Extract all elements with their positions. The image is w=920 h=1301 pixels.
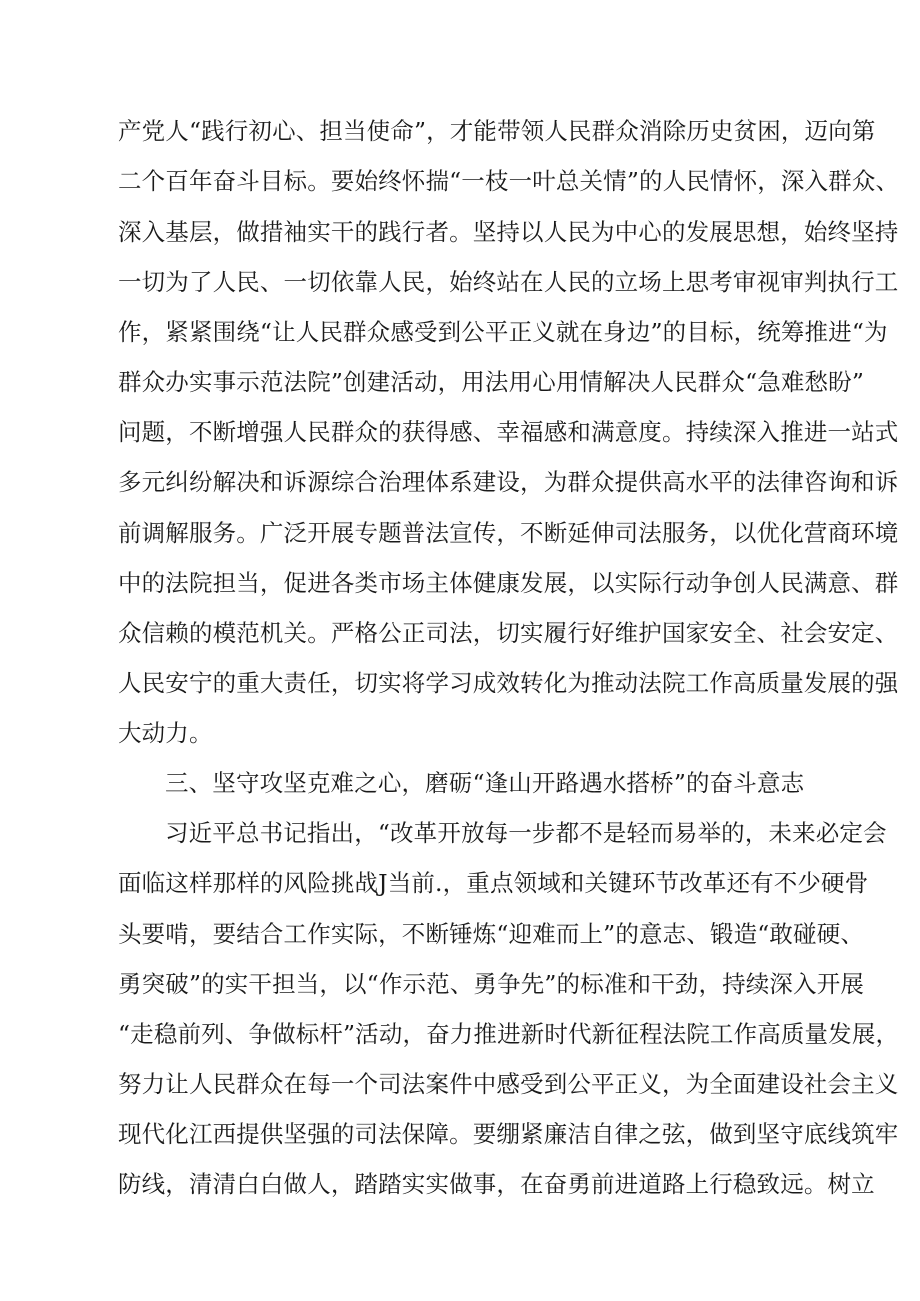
paragraph-line: 努力让人民群众在每一个司法案件中感受到公平正义，为全面建设社会主义: [118, 1070, 899, 1098]
paragraph-line: 人民安宁的重大责任，切实将学习成效转化为推动法院工作高质量发展的强: [118, 669, 899, 697]
paragraph-line: 深入基层，做措袖实干的践行者。坚持以人民为中心的发展思想，始终坚持: [118, 218, 899, 246]
paragraph-line: 多元纠纷解决和诉源综合治理体系建设，为群众提供高水平的法律咨询和诉: [118, 468, 899, 496]
paragraph-line: 习近平总书记指出，“改革开放每一步都不是轻而易举的，未来必定会: [165, 819, 887, 847]
paragraph-line: 大动力。: [118, 719, 213, 747]
paragraph-line: 中的法院担当，促进各类市场主体健康发展，以实际行动争创人民满意、群: [118, 569, 899, 597]
paragraph-line: 产党人“践行初心、担当使命”，才能带领人民群众消除历史贫困，迈向第: [118, 117, 876, 145]
paragraph-line: 头要啃，要结合工作实际，不断锤炼“迎难而上”的意志、锻造“敢碰硬、: [118, 920, 864, 948]
paragraph-line: 作，紧紧围绕“让人民群众感受到公平正义就在身边”的目标，统筹推进“为: [118, 318, 888, 346]
section-heading: 三、坚守攻坚克难之心，磨砺“逢山开路遇水搭桥”的奋斗意志: [165, 769, 805, 797]
paragraph-line: 面临这样那样的风险挑战J当前.，重点领域和关键环节改革还有不少硬骨: [118, 869, 869, 897]
paragraph-line: 防线，清清白白做人，踏踏实实做事，在奋勇前进道路上行稳致远。树立: [118, 1170, 875, 1198]
paragraph-line: 勇突破”的实干担当，以“作示范、勇争先”的标准和干劲，持续深入开展: [118, 970, 864, 998]
paragraph-line: 现代化江西提供坚强的司法保障。要绷紧廉洁自律之弦，做到坚守底线筑牢: [118, 1120, 899, 1148]
paragraph-line: 一切为了人民、一切依靠人民，始终站在人民的立场上思考审视审判执行工: [118, 268, 899, 296]
paragraph-line: 问题，不断增强人民群众的获得感、幸福感和满意度。持续深入推进一站式: [118, 418, 899, 446]
paragraph-line: 众信赖的模范机关。严格公正司法，切实履行好维护国家安全、社会安定、: [118, 619, 899, 647]
paragraph-line: 群众办实事示范法院”创建活动，用法用心用情解决人民群众“急难愁盼”: [118, 368, 864, 396]
paragraph-line: 二个百年奋斗目标。要始终怀揣“一枝一叶总关情”的人民情怀，深入群众、: [118, 167, 900, 195]
paragraph-line: 前调解服务。广泛开展专题普法宣传，不断延伸司法服务，以优化营商环境: [118, 519, 899, 547]
paragraph-line: “走稳前列、争做标杆”活动，奋力推进新时代新征程法院工作高质量发展，: [118, 1020, 900, 1048]
